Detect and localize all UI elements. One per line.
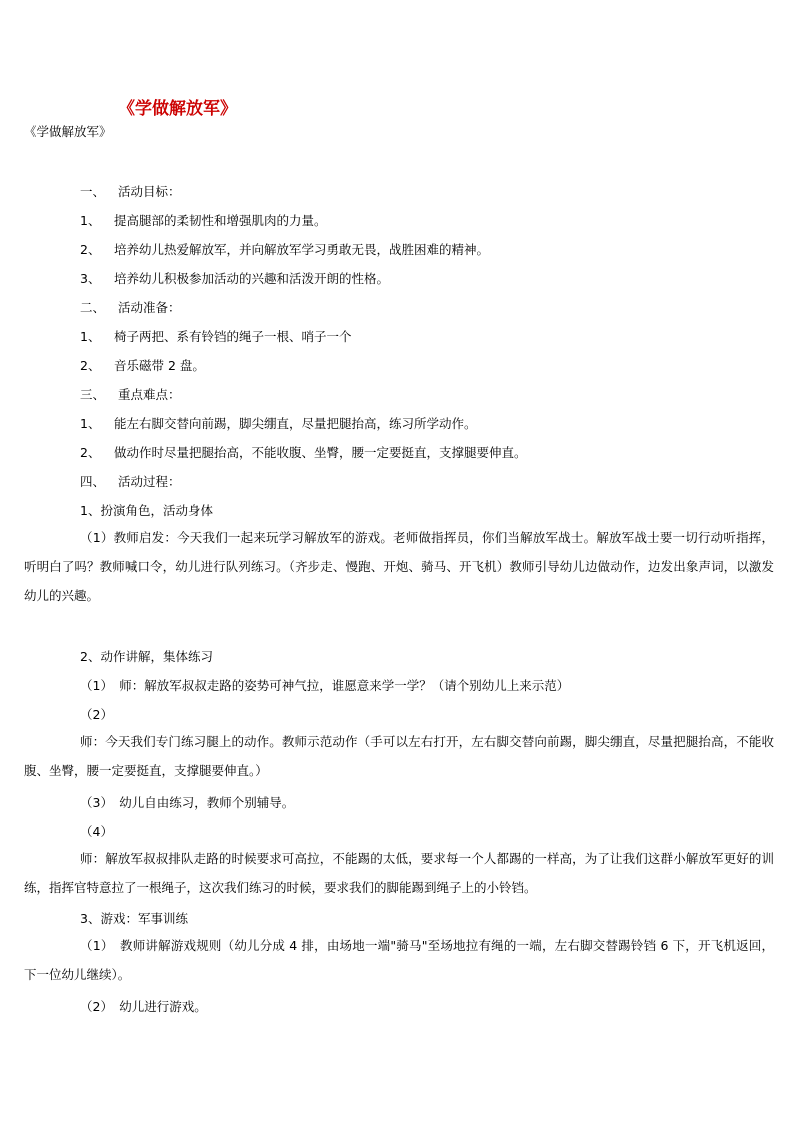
section-number: 三、: [80, 387, 106, 402]
item-number: 2、: [80, 445, 101, 460]
list-item: [80, 356, 205, 374]
process-paragraph-4: （1） 教师讲解游戏规则（幼儿分成 4 排，由场地一端"骑马"至场地拉有绳的一端，左右脚交替踢铃铛 6 下，开飞机返回，下一位幼儿继续）。: [24, 938, 774, 982]
item-text: 做动作时尽量把腿抬高，不能收腹、坐臀，腰一定要挺直，支撑腿要伸直。: [114, 445, 527, 460]
process-step: （2） 幼儿进行游戏。: [80, 999, 207, 1014]
item-text: 培养幼儿积极参加活动的兴趣和活泼开朗的性格。: [114, 271, 390, 286]
item-number: 1、: [80, 329, 101, 344]
section-heading-key-points: [80, 385, 181, 403]
section-label: 重点难点：: [118, 387, 181, 402]
process-paragraph-2: 师：今天我们专门练习腿上的动作。教师示范动作（手可以左右打开，左右脚交替向前踢，脚尖绷直，尽量把腿抬高，不能收腹、坐臀，腰一定要挺直，支撑腿要伸直。）: [24, 734, 774, 778]
process-heading-3: 3、游戏：军事训练: [80, 911, 188, 926]
item-number: 2、: [80, 358, 101, 373]
document-subtitle: 《学做解放军》: [24, 124, 112, 139]
section-heading-process: [80, 472, 181, 490]
process-paragraph-3: 师：解放军叔叔排队走路的时候要求可高拉，不能踢的太低，要求每一个人都踢的一样高，为了让我们这群小解放军更好的训练，指挥官特意拉了一根绳子，这次我们练习的时候，要求我们的脚能踢到绳子上的小铃铛。: [24, 851, 774, 895]
item-text: 音乐磁带 2 盘。: [114, 358, 205, 373]
section-number: 四、: [80, 474, 106, 489]
list-item: [80, 443, 527, 461]
section-heading-preparation: [80, 298, 181, 316]
section-label: 活动目标：: [118, 184, 181, 199]
process-step: （1） 师：解放军叔叔走路的姿势可神气拉，谁愿意来学一学？（请个别幼儿上来示范）: [80, 678, 570, 693]
process-step: （3） 幼儿自由练习，教师个别辅导。: [80, 795, 295, 810]
item-number: 1、: [80, 416, 101, 431]
section-label: 活动准备：: [118, 300, 181, 315]
item-text: 椅子两把、系有铃铛的绳子一根、哨子一个: [114, 329, 352, 344]
item-text: 提高腿部的柔韧性和增强肌肉的力量。: [114, 213, 327, 228]
process-heading-1: 1、扮演角色，活动身体: [80, 503, 213, 518]
item-text: 能左右脚交替向前踢，脚尖绷直，尽量把腿抬高，练习所学动作。: [114, 416, 477, 431]
item-number: 1、: [80, 213, 101, 228]
item-number: 2、: [80, 242, 101, 257]
section-heading-goals: [80, 182, 181, 200]
section-label: 活动过程：: [118, 474, 181, 489]
process-step-label: （4）: [80, 824, 113, 839]
process-heading-2: 2、动作讲解，集体练习: [80, 649, 213, 664]
section-number: 一、: [80, 184, 106, 199]
list-item: [80, 269, 389, 287]
list-item: [80, 327, 352, 345]
page-title: 《学做解放军》: [118, 99, 237, 119]
item-text: 培养幼儿热爱解放军，并向解放军学习勇敢无畏，战胜困难的精神。: [114, 242, 490, 257]
process-paragraph-1: （1）教师启发：今天我们一起来玩学习解放军的游戏。老师做指挥员，你们当解放军战士。解放军战士要一切行动听指挥，听明白了吗？教师喊口令，幼儿进行队列练习。（齐步走、慢跑、开炮、骑马、开飞机）教师引导幼儿边做动作，边发出象声词，以激发幼儿的兴趣。: [24, 530, 774, 603]
process-step-label: （2）: [80, 707, 113, 722]
list-item: [80, 414, 477, 432]
list-item: [80, 211, 327, 229]
section-number: 二、: [80, 300, 106, 315]
item-number: 3、: [80, 271, 101, 286]
list-item: [80, 240, 489, 258]
